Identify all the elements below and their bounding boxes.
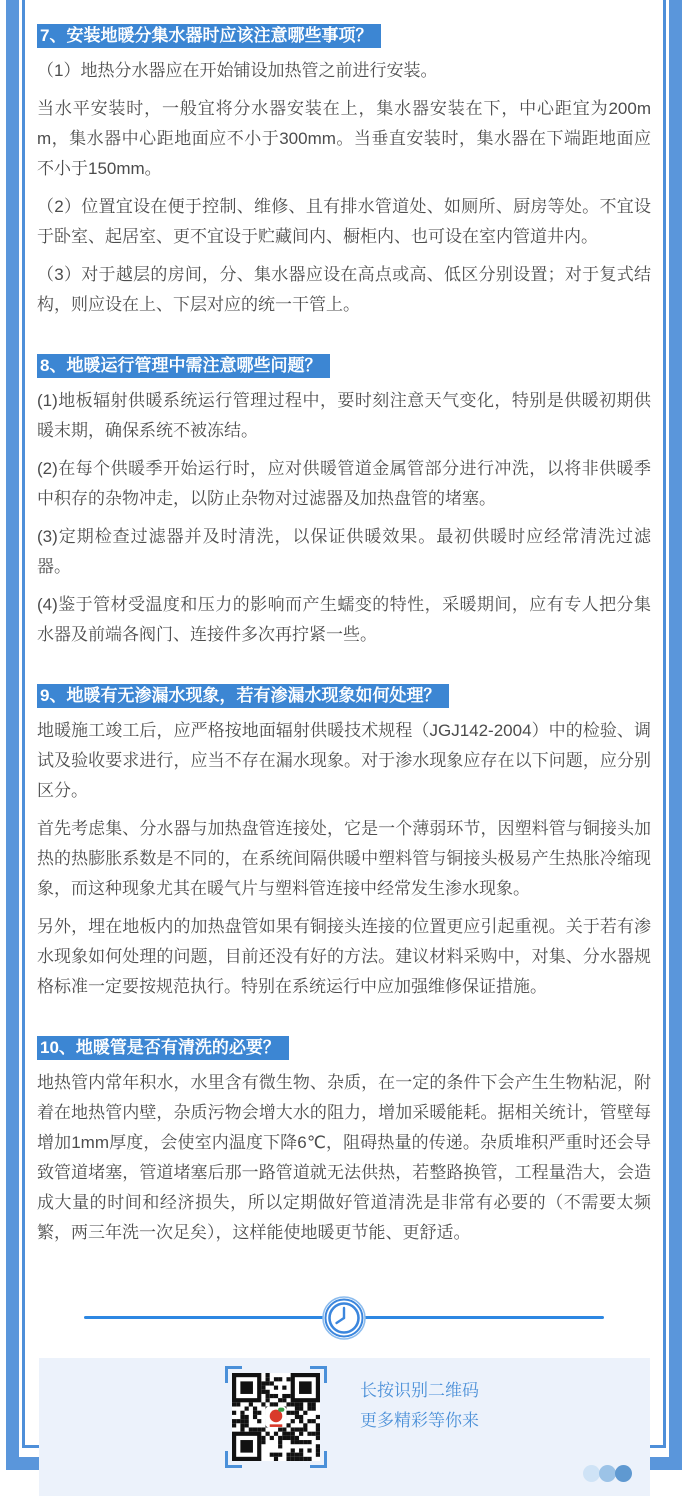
answer-paragraph: 地热管内常年积水，水里含有微生物、杂质，在一定的条件下会产生生物粘泥，附着在地热管内壁，杂质污物会增大水的阻力，增加采暖能耗。据相关统计，管壁每增加1mm厚度，会使室内温度下降6℃，阻碍热量的传递。杂质堆积严重时还会导致管道堵塞，管道堵塞后那一路管道就无法供热，若整路换管，工程量浩大，会造成大量的时间和经济损失，所以定期做好管道清洗是非常有必要的（不需要太频繁，两三年洗一次足矣），这样能使地暖更节能、更舒适。	[37, 1073, 651, 1242]
qr-panel	[39, 1358, 650, 1496]
question-heading: 10、地暖管是否有清洗的必要？	[37, 1036, 289, 1060]
qr-code-frame	[225, 1366, 327, 1468]
qr-caption	[360, 1376, 479, 1436]
qr-caption-line1: 长按识别二维码	[360, 1381, 479, 1400]
answer-paragraph: (4)鉴于管材受温度和压力的影响而产生蠕变的特性，采暖期间，应有专人把分集水器及前端各阀门、连接件多次再拧紧一些。	[37, 595, 651, 644]
section-divider	[84, 1296, 604, 1340]
faq-section-9	[37, 684, 651, 1002]
answer-paragraph: 首先考虑集、分水器与加热盘管连接处，它是一个薄弱环节，因塑料管与铜接头加热的热膨胀系数是不同的，在系统间隔供暖中塑料管与铜接头极易产生热胀冷缩现象，而这种现象尤其在暖气片与塑料管连接中经常发生渗水现象。	[37, 819, 651, 898]
question-heading: 9、地暖有无渗漏水现象，若有渗漏水现象如何处理？	[37, 684, 449, 708]
answer-paragraph: (1)地板辐射供暖系统运行管理过程中，要时刻注意天气变化，特别是供暖初期供暖末期，确保系统不被冻结。	[37, 391, 651, 440]
question-heading: 7、安装地暖分集水器时应该注意哪些事项？	[37, 24, 381, 48]
qr-caption-line2: 更多精彩等你来	[360, 1411, 479, 1430]
answer-paragraph: 另外，埋在地板内的加热盘管如果有铜接头连接的位置更应引起重视。关于若有渗水现象如何处理的问题，目前还没有好的方法。建议材料采购中，对集、分水器规格标准一定要按规范执行。特别在系统运行中应加强维修保证措施。	[37, 917, 651, 996]
answer-paragraph: （2）位置宜设在便于控制、维修、且有排水管道处、如厕所、厨房等处。不宜设于卧室、起居室、更不宜设于贮藏间内、橱柜内、也可设在室内管道井内。	[37, 197, 651, 246]
question-heading: 8、地暖运行管理中需注意哪些问题？	[37, 354, 330, 378]
answer-paragraph: 地暖施工竣工后，应严格按地面辐射供暖技术规程（JGJ142-2004）中的检验、调试及验收要求进行，应当不存在漏水现象。对于渗水现象应存在以下问题，应分别区分。	[37, 721, 651, 800]
qr-code[interactable]	[232, 1373, 320, 1461]
faq-section-7	[37, 24, 651, 320]
clock-icon	[321, 1295, 367, 1341]
answer-paragraph: 当水平安装时，一般宜将分水器安装在上，集水器安装在下，中心距宜为200mm，集水器中心距地面应不小于300mm。当垂直安装时，集水器在下端距地面应不小于150mm。	[37, 99, 651, 178]
answer-paragraph: （3）对于越层的房间，分、集水器应设在高点或高、低区分别设置；对于复式结构，则应设在上、下层对应的统一干管上。	[37, 265, 651, 314]
answer-paragraph: (2)在每个供暖季开始运行时，应对供暖管道金属管部分进行冲洗，以将非供暖季中积存的杂物冲走，以防止杂物对过滤器及加热盘管的堵塞。	[37, 459, 651, 508]
faq-section-8	[37, 354, 651, 650]
faq-section-10	[37, 1036, 651, 1248]
answer-paragraph: （1）地热分水器应在开始铺设加热管之前进行安装。	[37, 61, 438, 80]
answer-paragraph: (3)定期检查过滤器并及时清洗，以保证供暖效果。最初供暖时应经常清洗过滤器。	[37, 527, 651, 576]
